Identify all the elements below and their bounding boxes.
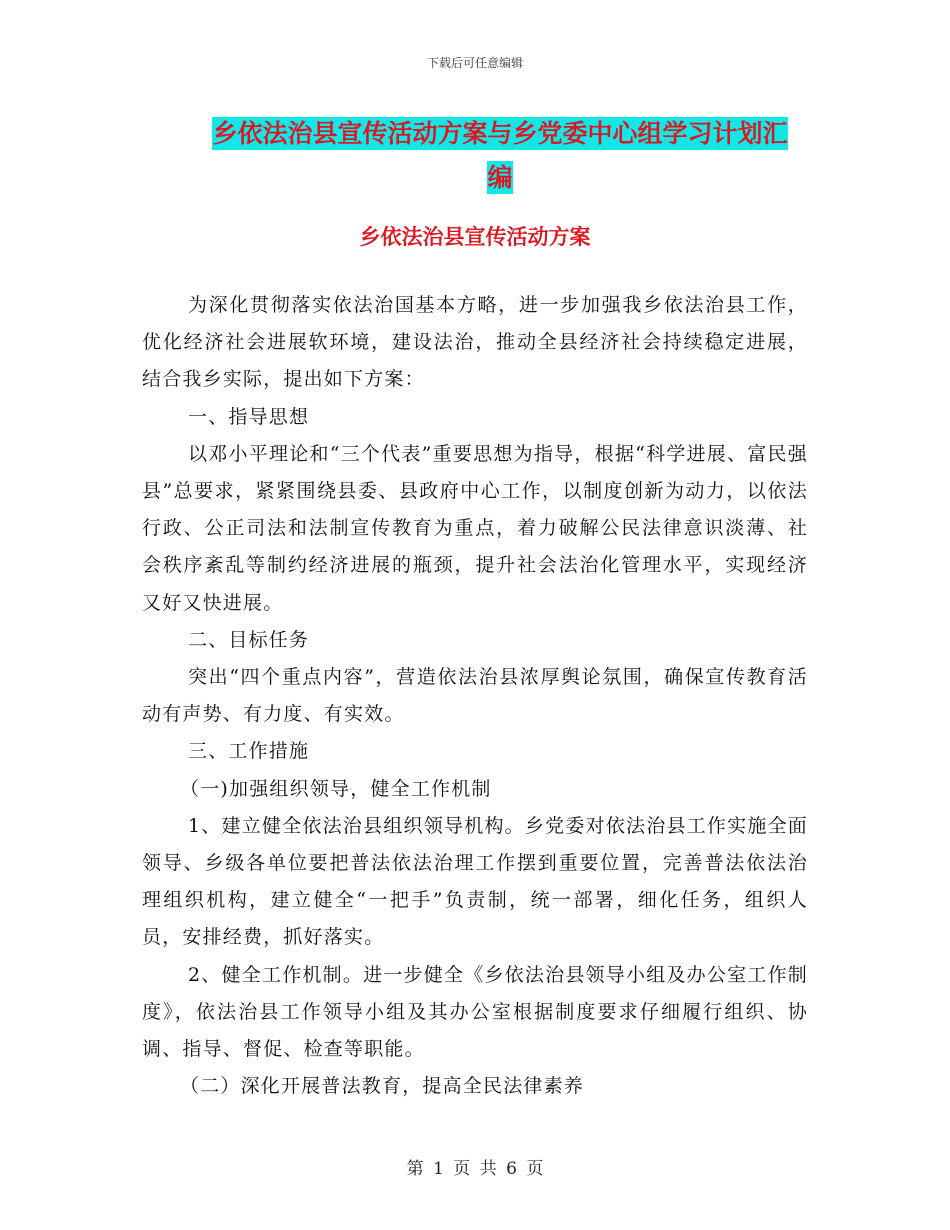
paragraph-measure-2: 2、健全工作机制。进一步健全《乡依法治县领导小组及办公室工作制度》，依法治县工作领导小组及其办公室根据制度要求仔细履行组织、协调、指导、督促、检查等职能。 xyxy=(142,963,808,1061)
title-line-2: 编 xyxy=(487,163,513,192)
document-body xyxy=(142,287,808,1105)
paragraph-measure-1: 1、建立健全依法治县组织领导机构。乡党委对依法治县工作实施全面领导、乡级各单位要把普法依法治理工作摆到重要位置，完善普法依法治理组织机构，建立健全“一把手”负责制，统一部署，细化任务，组织人员，安排经费，抓好落实。 xyxy=(142,814,808,949)
subheading-organization: （一)加强组织领导，健全工作机制 xyxy=(180,777,492,800)
heading-work-measures: 三、工作措施 xyxy=(188,740,310,763)
page-number: 第 1 页 共 6 页 xyxy=(406,1159,544,1179)
header-note: 下载后可任意编辑 xyxy=(426,56,523,70)
heading-guiding-ideology: 一、指导思想 xyxy=(188,405,310,428)
paragraph-guiding-ideology: 以邓小平理论和“三个代表”重要思想为指导，根据“科学进展、富民强县”总要求，紧紧围绕县委、县政府中心工作，以制度创新为动力，以依法行政、公正司法和法制宣传教育为重点，着力破解公民法律意识淡薄、社会秩序紊乱等制约经济进展的瓶颈，提升社会法治化管理水平，实现经济又好又快进展。 xyxy=(142,442,808,614)
paragraph-goals-tasks: 突出“四个重点内容”，营造依法治县浓厚舆论氛围，确保宣传教育活动有声势、有力度、有实效。 xyxy=(142,666,808,726)
section-title: 乡依法治县宣传活动方案 xyxy=(359,225,591,249)
subheading-legal-education: （二）深化开展普法教育，提高全民法律素养 xyxy=(180,1075,585,1098)
document-title xyxy=(190,112,810,200)
title-line-1: 乡依法治县宣传活动方案与乡党委中心组学习计划汇 xyxy=(212,119,788,148)
heading-goals-tasks: 二、目标任务 xyxy=(188,628,310,651)
paragraph-intro: 为深化贯彻落实依法治国基本方略，进一步加强我乡依法治县工作，优化经济社会进展软环境，建设法治，推动全县经济社会持续稳定进展，结合我乡实际，提出如下方案： xyxy=(142,294,808,391)
